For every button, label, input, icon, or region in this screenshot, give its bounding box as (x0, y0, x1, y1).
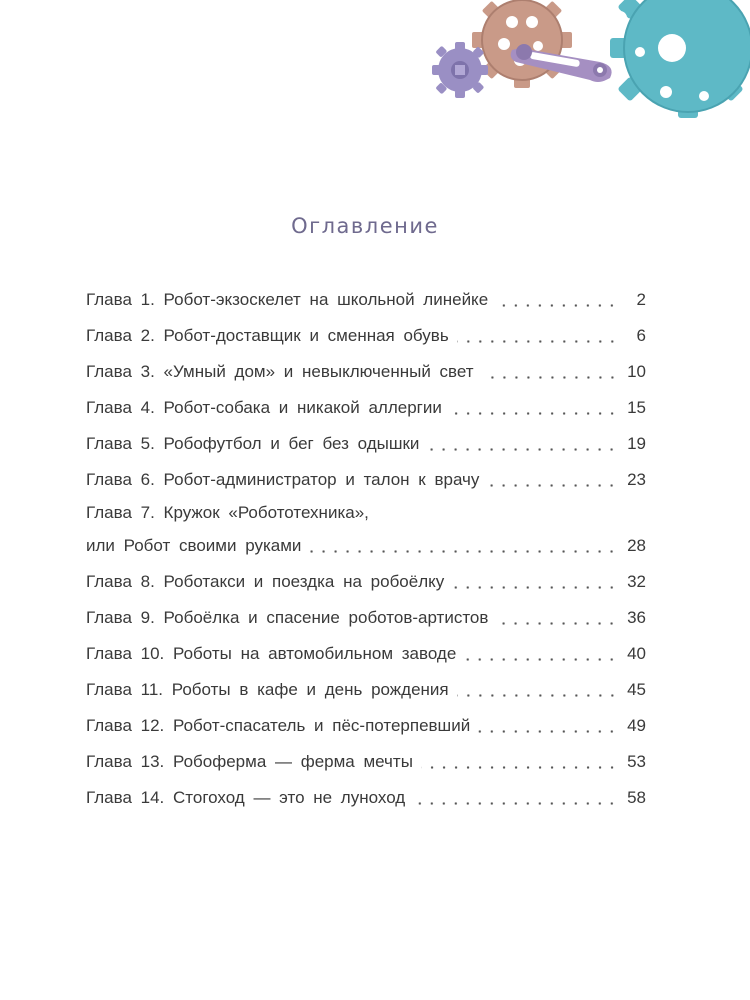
purple-gear-icon (432, 42, 488, 98)
toc-entry-label: Глава 13. Робоферма — ферма мечты (86, 752, 413, 771)
toc-entry[interactable] (86, 498, 646, 564)
table-of-contents (86, 282, 646, 816)
toc-entry[interactable] (86, 780, 646, 816)
toc-entry-label: Глава 9. Робоёлка и спасение роботов-артистов (86, 608, 489, 627)
toc-entry[interactable] (86, 564, 646, 600)
toc-entry-label: Глава 2. Робот-доставщик и сменная обувь (86, 326, 449, 345)
dot-leader (478, 730, 618, 733)
dot-leader (421, 766, 618, 769)
dot-leader (487, 484, 618, 487)
toc-entry-label: Глава 1. Робот-экзоскелет на школьной линейке (86, 290, 489, 309)
dot-leader (464, 658, 618, 661)
toc-entry[interactable] (86, 636, 646, 672)
toc-entry-page: 2 (636, 290, 646, 309)
toc-entry[interactable] (86, 426, 646, 462)
toc-entry[interactable] (86, 708, 646, 744)
toc-entry-label-line2: или Робот своими руками (86, 536, 302, 555)
copper-gear-icon (472, 0, 572, 88)
toc-entry[interactable] (86, 282, 646, 318)
toc-entry-page: 15 (627, 398, 646, 417)
gears-illustration-icon (420, 0, 750, 130)
dot-leader (450, 412, 618, 415)
dot-leader (496, 622, 618, 625)
toc-entry-label: Глава 11. Роботы в кафе и день рождения (86, 680, 449, 699)
toc-entry-page: 10 (627, 362, 646, 381)
toc-entry-label: Глава 5. Робофутбол и бег без одышки (86, 434, 420, 453)
toc-entry-page: 6 (636, 326, 646, 345)
toc-entry-page: 28 (627, 536, 646, 555)
toc-entry-page: 58 (627, 788, 646, 807)
toc-entry-label: Глава 14. Стогоход — это не луноход (86, 788, 406, 807)
toc-entry[interactable] (86, 354, 646, 390)
toc-entry-line2 (86, 528, 646, 564)
toc-entry-page: 36 (627, 608, 646, 627)
toc-entry-page: 23 (627, 470, 646, 489)
toc-entry[interactable] (86, 390, 646, 426)
toc-entry[interactable] (86, 672, 646, 708)
toc-entry-label-line1: Глава 7. Кружок «Робототехника», (86, 503, 369, 522)
dot-leader (457, 694, 618, 697)
toc-entry-label: Глава 3. «Умный дом» и невыключенный свет (86, 362, 474, 381)
toc-entry-label: Глава 10. Роботы на автомобильном заводе (86, 644, 457, 663)
toc-entry-page: 49 (627, 716, 646, 735)
toc-entry-label: Глава 6. Робот-администратор и талон к врачу (86, 470, 480, 489)
dot-leader (457, 340, 618, 343)
dot-leader (427, 448, 618, 451)
dot-leader (309, 550, 618, 553)
toc-entry-page: 45 (627, 680, 646, 699)
dot-leader (496, 304, 618, 307)
toc-entry-label: Глава 8. Роботакси и поездка на робоёлку (86, 572, 445, 591)
teal-gear-icon (610, 0, 750, 118)
toc-entry-page: 19 (627, 434, 646, 453)
dot-leader (482, 376, 618, 379)
toc-entry[interactable] (86, 744, 646, 780)
toc-entry-label: Глава 4. Робот-собака и никакой аллергии (86, 398, 442, 417)
dot-leader (452, 586, 618, 589)
toc-entry[interactable] (86, 600, 646, 636)
page-title: Оглавление (291, 214, 439, 238)
toc-entry-label: Глава 12. Робот-спасатель и пёс-потерпевший (86, 716, 471, 735)
toc-entry-page: 53 (627, 752, 646, 771)
dot-leader (413, 802, 618, 805)
toc-entry[interactable] (86, 318, 646, 354)
toc-entry-page: 32 (627, 572, 646, 591)
toc-entry-page: 40 (627, 644, 646, 663)
toc-entry[interactable] (86, 462, 646, 498)
